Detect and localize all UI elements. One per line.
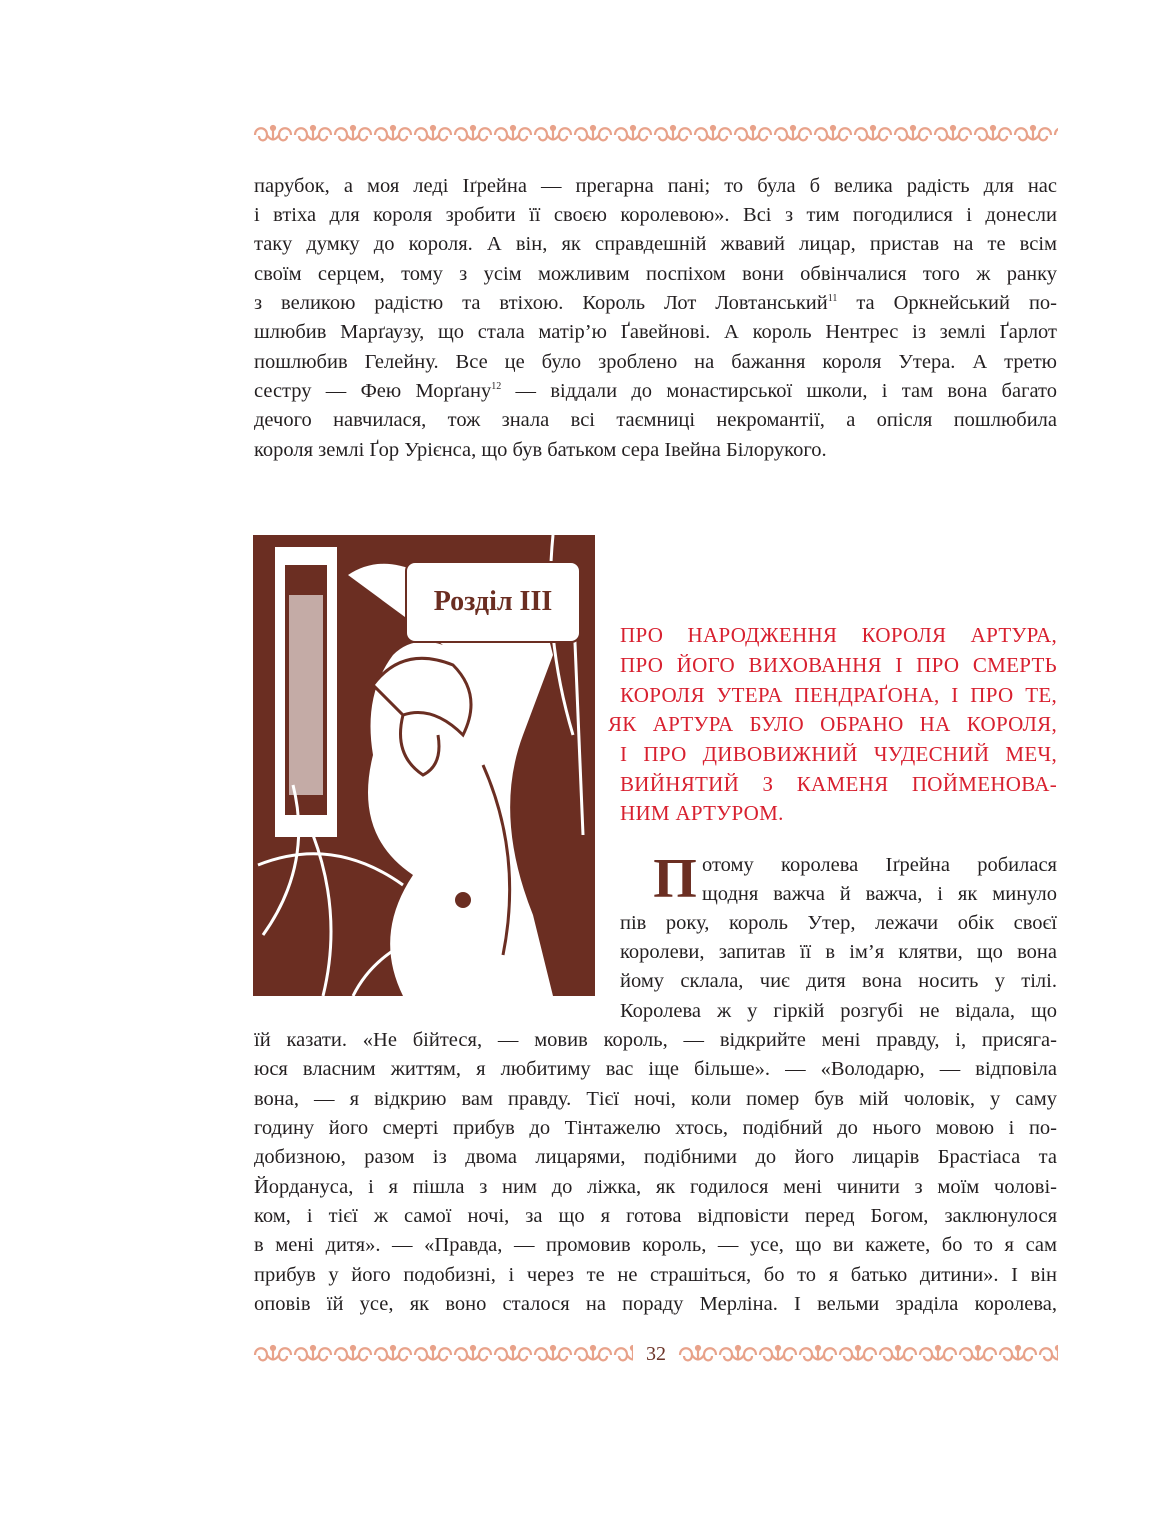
text-line: вона, — я відкрию вам правду. Тієї ночі, коли помер був мій чоловік, у саму (254, 1088, 1057, 1110)
text-line: королеви, запитав її в ім’я клятви, що вона (620, 941, 1057, 963)
text-line: йому склала, чиє дитя вона носить у тілі. (620, 970, 1057, 992)
text-line: щодня важча й важча, і як минуло (702, 883, 1057, 905)
chapter-title-line: НИМ АРТУРОМ. (620, 801, 784, 825)
page-number: 32 (646, 1343, 666, 1365)
text-line: прибув у його подобизні, і через те не страшіться, бо то я батько дитини». І він (254, 1264, 1057, 1286)
bottom-ornament-right (678, 1344, 1058, 1366)
text-line: в мені дитя». — «Правда, — промовив король, — усе, що ви кажете, бо то я сам (254, 1234, 1057, 1256)
text-line: парубок, а моя леді Іґрейна — прегарна пані; то була б велика радість для нас (254, 175, 1057, 197)
text-line: шлюбив Марґаузу, що стала матір’ю Ґавейнові. А король Нентрес із землі Ґарлот (254, 321, 1057, 343)
text-line: юся власним життям, я любитиму вас іще більше». — «Володарю, — відповіла (254, 1058, 1057, 1080)
text-line: таку думку до короля. А він, як справдешній жвавий лицар, пристав на те всім (254, 233, 1057, 255)
chapter-title-line: ВИЙНЯТИЙ З КАМЕНЯ ПОЙМЕНОВА- (620, 772, 1057, 796)
text-line: добизною, разом із двома лицарями, подібними до його лицарів Брастіаса та (254, 1146, 1057, 1168)
top-ornament-border (253, 124, 1058, 146)
text-line: ком, і тієї ж самої ночі, за що я готова відповісти перед Богом, заклюнулося (254, 1205, 1057, 1227)
text-line: дечого навчилася, тож знала всі таємниці некромантії, а опісля пошлюбила (254, 409, 1057, 431)
text-line: і втіха для короля зробити її своєю королевою». Всі з тим погодилися і донесли (254, 204, 1057, 226)
text-line: годину його смерті прибув до Тінтажелю хтось, подібний до нього мовою і по- (254, 1117, 1057, 1139)
text-line: їй казати. «Не бійтеся, — мовив король, — відкрийте мені правду, і, присяга- (254, 1029, 1057, 1051)
text-line: оповів їй усе, як воно сталося на пораду Мерліна. І вельми зраділа королева, (254, 1293, 1057, 1315)
footnote-ref[interactable]: 11 (827, 293, 838, 305)
text-line: короля землі Ґор Урієнса, що був батьком сера Івейна Білорукого. (254, 439, 827, 461)
chapter-title-line: КОРОЛЯ УТЕРА ПЕНДРАҐОНА, І ПРО ТЕ, (620, 683, 1057, 707)
text-line: Йордануса, і я пішла з ним до ліжка, як годилося мені чинити з моїм чолові- (254, 1176, 1057, 1198)
footnote-ref[interactable]: 12 (491, 381, 502, 393)
text-line: з великою радістю та втіхою. Король Лот Ловтанський$^{11}$ та Оркнейський по- (254, 292, 1057, 314)
chapter-title-line: І ПРО ДИВОВИЖНИЙ ЧУДЕСНИЙ МЕЧ, (620, 742, 1057, 766)
text-line: Королева ж у гіркій розгубі не відала, що (620, 1000, 1057, 1022)
chapter-title-line: ПРО ЙОГО ВИХОВАННЯ І ПРО СМЕРТЬ (620, 653, 1057, 677)
text-line: своїм серцем, тому з усім можливим поспіхом вони обвінчалися того ж ранку (254, 263, 1057, 285)
text-line: сестру — Фею Морґану$^{12}$ — віддали до монастирської школи, і там вона багато (254, 380, 1057, 402)
text-line: пошлюбив Гелейну. Все це було зроблено на бажання короля Утера. А третю (254, 351, 1057, 373)
chapter-title-line: ПРО НАРОДЖЕННЯ КОРОЛЯ АРТУРА, (620, 623, 1057, 647)
chapter-title-line: ЯК АРТУРА БУЛО ОБРАНО НА КОРОЛЯ, (608, 712, 1057, 736)
bottom-ornament-left (253, 1344, 633, 1366)
text-line: отому королева Іґрейна робилася (702, 854, 1057, 876)
text-line: пів року, король Утер, лежачи обік своєї (620, 912, 1057, 934)
drop-cap: П (653, 848, 697, 910)
chapter-label: Розділ III (405, 561, 581, 643)
